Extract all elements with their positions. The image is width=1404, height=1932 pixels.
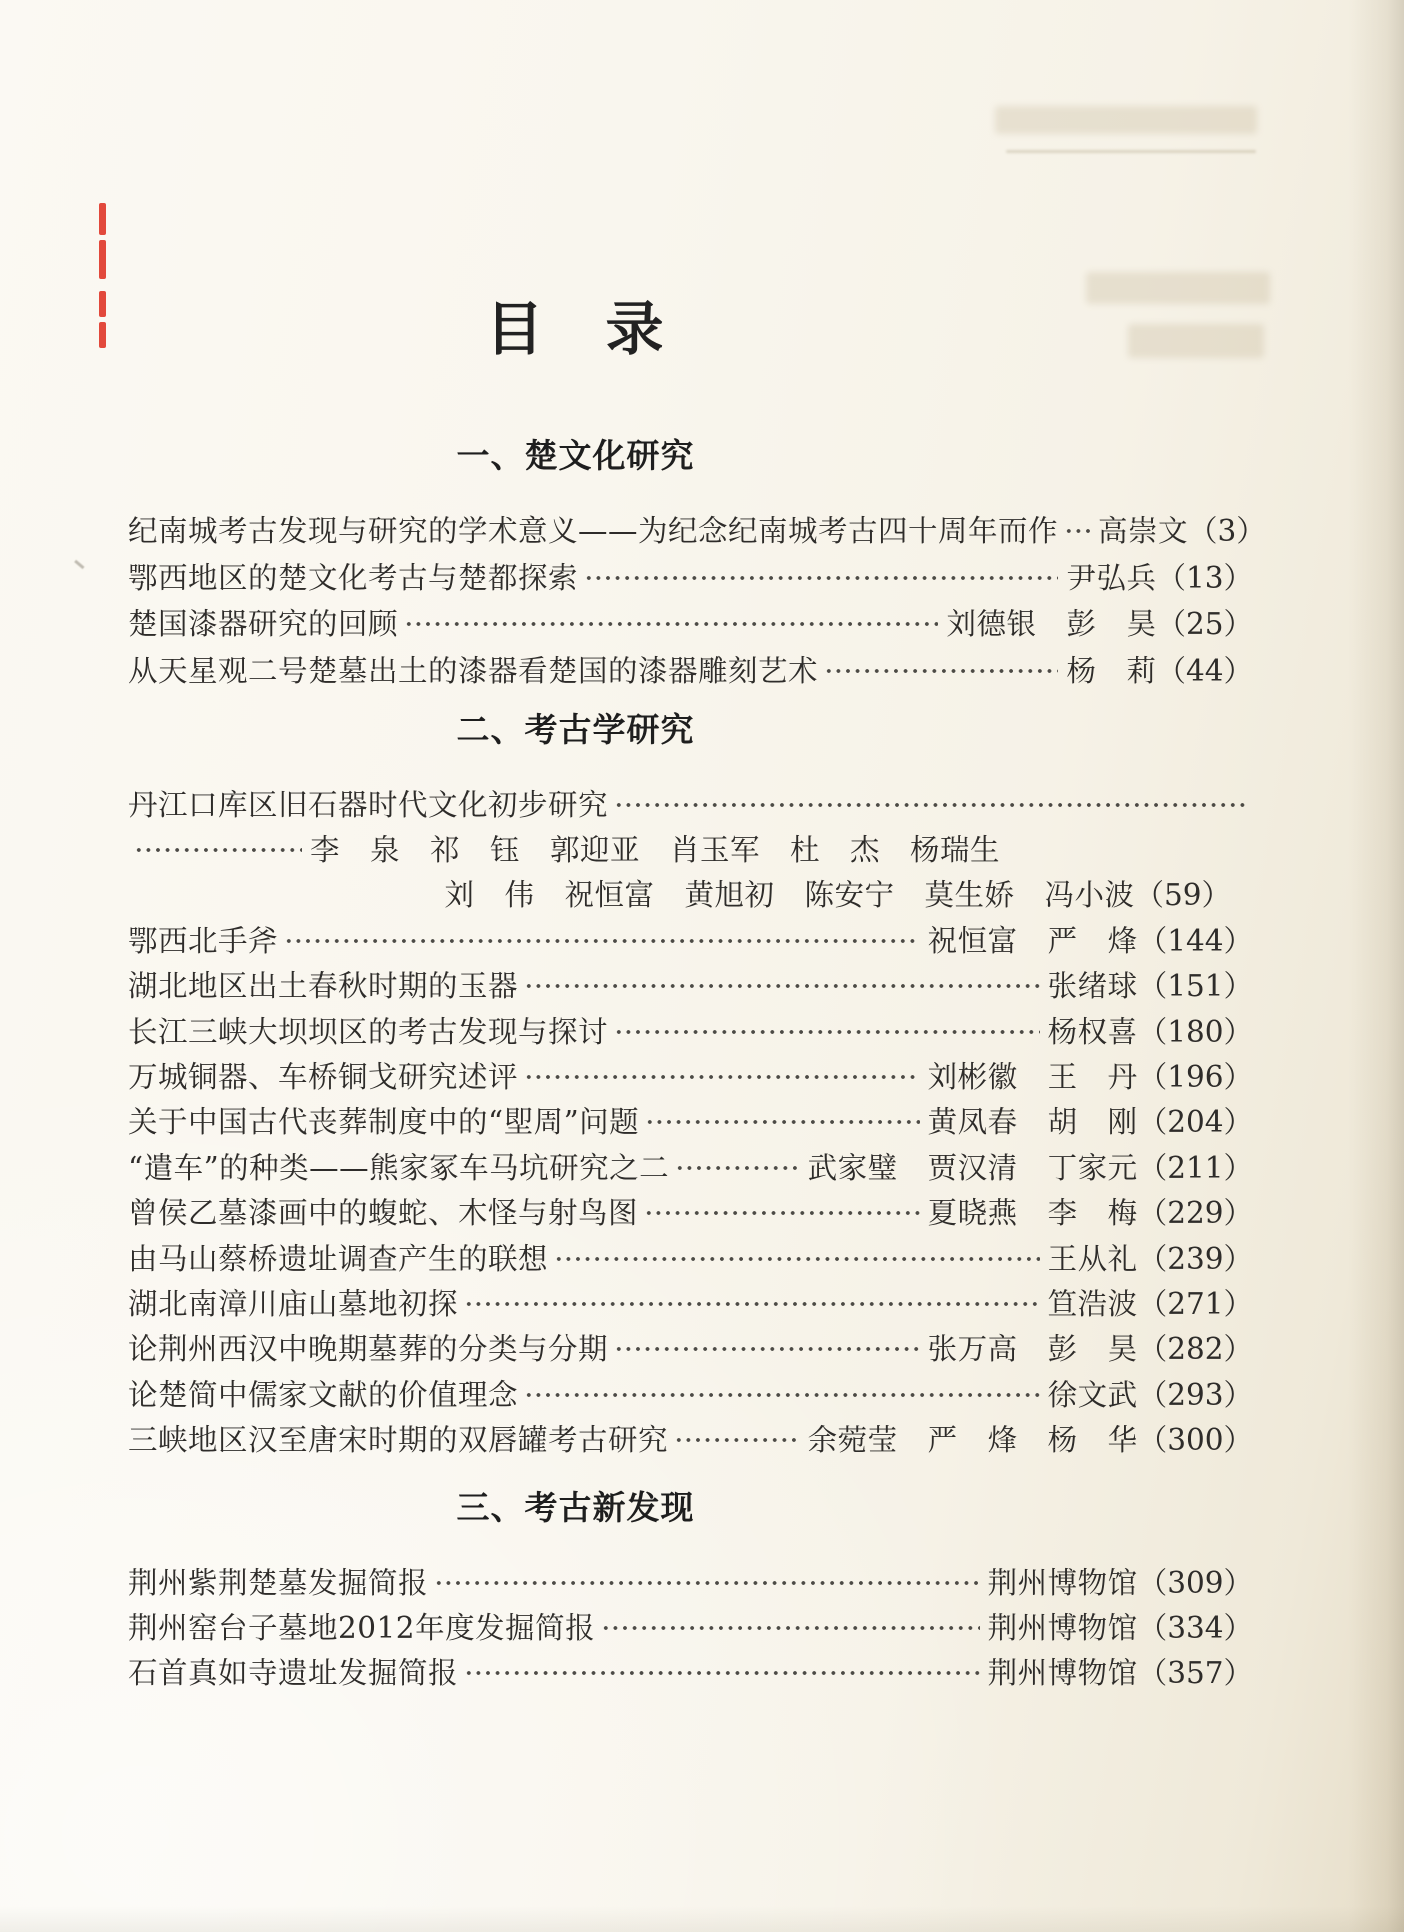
toc-entry-row (128, 916, 1253, 961)
entry-page-number: （196） (1137, 1060, 1253, 1095)
entry-page-number: （3） (1188, 514, 1266, 549)
dotted-leader (404, 609, 938, 639)
dotted-leader (614, 1017, 1040, 1047)
dotted-leader (614, 1334, 920, 1364)
entry-authors: 徐文武 (1047, 1377, 1138, 1412)
entry-authors: 武家璧 贾汉清 丁家元 (807, 1150, 1138, 1185)
toc-entry-row (128, 962, 1253, 1007)
ink-bleedthrough-smudge (995, 106, 1257, 134)
toc-entry-continuation-row (128, 825, 1253, 870)
section-heading: 三、考古新发现 (456, 1489, 695, 1526)
entry-title: 鄂西地区的楚文化考古与楚都探索 (128, 560, 579, 595)
dotted-leader (464, 1658, 980, 1688)
entry-authors: 笪浩波 (1047, 1286, 1138, 1321)
entry-page-number: （300） (1137, 1423, 1253, 1458)
entry-title: 湖北南漳川庙山墓地初探 (128, 1286, 459, 1321)
toc-entry-row (128, 1325, 1253, 1370)
dotted-leader (1064, 516, 1090, 546)
dotted-leader (824, 656, 1058, 686)
entry-page-number: （334） (1137, 1610, 1253, 1645)
entry-title: 三峡地区汉至唐宋时期的双唇罐考古研究 (128, 1423, 669, 1458)
toc-entry-row (128, 780, 1253, 825)
entry-authors: 杨 莉 (1066, 653, 1157, 688)
entry-page-number: （44） (1156, 653, 1253, 688)
entry-title: 长江三峡大坝坝区的考古发现与探讨 (128, 1014, 609, 1049)
toc-entry-row (128, 1648, 1253, 1693)
ink-bleedthrough-smudge (1128, 324, 1264, 358)
entry-authors: 杨权喜 (1047, 1014, 1138, 1049)
entry-page-number: （229） (1137, 1196, 1253, 1231)
entry-title: 楚国漆器研究的回顾 (128, 607, 399, 642)
entry-page-number: （13） (1156, 560, 1253, 595)
entry-title: 从天星观二号楚墓出土的漆器看楚国的漆器雕刻艺术 (128, 653, 819, 688)
entry-page-number: （357） (1137, 1655, 1253, 1690)
section-heading: 二、考古学研究 (456, 711, 695, 748)
entry-title: 丹江口库区旧石器时代文化初步研究 (128, 787, 609, 822)
entry-authors: 祝恒富 严 烽 (927, 923, 1138, 958)
entry-page-number: （25） (1156, 607, 1253, 642)
toc-entry-row (128, 1007, 1253, 1052)
entry-title: 由马山蔡桥遗址调查产生的联想 (128, 1241, 549, 1276)
dotted-leader (464, 1289, 1040, 1319)
entry-authors: 荆州博物馆 (987, 1565, 1138, 1600)
toc-entry-row (128, 1052, 1253, 1097)
entry-page-number: （180） (1137, 1014, 1253, 1049)
dotted-leader (614, 790, 1245, 820)
dotted-leader (524, 971, 1040, 1001)
entry-authors: 高崇文 (1098, 514, 1189, 549)
entry-authors: 刘 伟 祝恒富 黄旭初 陈安宁 莫生娇 冯小波 (444, 878, 1135, 913)
ink-bleedthrough-smudge (1086, 272, 1270, 304)
toc-entry-row (128, 646, 1253, 693)
entry-authors: 黄凤春 胡 刚 (927, 1105, 1138, 1140)
entry-authors: 荆州博物馆 (987, 1655, 1138, 1690)
entry-page-number: （293） (1137, 1377, 1253, 1412)
entry-page-number: （59） (1134, 878, 1231, 913)
toc-entry-row (128, 1098, 1253, 1143)
dotted-leader (524, 1062, 920, 1092)
toc-entry-row (128, 1189, 1253, 1234)
section-entries (128, 506, 1266, 692)
dotted-leader (675, 1153, 800, 1183)
entry-title: 鄂西北手斧 (128, 923, 279, 958)
entry-title: 万城铜器、车桥铜戈研究述评 (128, 1060, 519, 1095)
red-scan-artifact (99, 322, 106, 348)
entry-authors: 荆州博物馆 (987, 1610, 1138, 1645)
dotted-leader (674, 1425, 800, 1455)
toc-entry-row (128, 1370, 1253, 1415)
dotted-leader (644, 1198, 920, 1228)
red-scan-artifact (99, 240, 106, 279)
entry-title: “遣车”的种类——熊家冢车马坑研究之二 (128, 1150, 670, 1185)
entry-title: 荆州紫荆楚墓发掘简报 (128, 1565, 429, 1600)
toc-section (128, 710, 1253, 1461)
entry-title: 纪南城考古发现与研究的学术意义——为纪念纪南城考古四十周年而作 (128, 514, 1059, 549)
red-scan-artifact (99, 203, 106, 235)
entry-page-number: （211） (1137, 1150, 1253, 1185)
ink-bleedthrough-smudge (1006, 150, 1256, 153)
toc-entry-row (128, 1234, 1253, 1279)
toc-section (128, 1488, 1253, 1693)
entry-authors: 余菀莹 严 烽 杨 华 (807, 1423, 1138, 1458)
entry-page-number: （204） (1137, 1105, 1253, 1140)
page-bottom-shadow (0, 1906, 1404, 1932)
section-heading: 一、楚文化研究 (456, 437, 695, 474)
dotted-leader (134, 835, 302, 865)
entry-title: 关于中国古代丧葬制度中的“堲周”问题 (128, 1105, 640, 1140)
toc-entry-continuation-row (128, 871, 1253, 916)
entry-authors: 尹弘兵 (1066, 560, 1157, 595)
toc-entry-row (128, 1279, 1253, 1324)
toc-entry-row (128, 553, 1253, 600)
entry-page-number: （271） (1137, 1286, 1253, 1321)
dotted-leader (645, 1107, 920, 1137)
dotted-leader (584, 563, 1058, 593)
page-title: 目 录 (485, 295, 666, 363)
dotted-leader (554, 1244, 1040, 1274)
entry-title: 曾侯乙墓漆画中的蝮蛇、木怪与射鸟图 (128, 1196, 639, 1231)
entry-authors: 刘德银 彭 昊 (946, 607, 1157, 642)
dotted-leader (434, 1568, 980, 1598)
entry-page-number: （151） (1137, 969, 1253, 1004)
entry-page-number: （144） (1137, 923, 1253, 958)
toc-entry-row (128, 1415, 1253, 1460)
entry-title: 论荆州西汉中晚期墓葬的分类与分期 (128, 1332, 609, 1367)
entry-authors: 夏晓燕 李 梅 (927, 1196, 1138, 1231)
entry-page-number: （239） (1137, 1241, 1253, 1276)
entry-authors: 张绪球 (1047, 969, 1138, 1004)
toc-entry-row (128, 1558, 1253, 1603)
dust-speck (74, 560, 84, 569)
red-scan-artifact (99, 291, 106, 317)
toc-entry-row (128, 1143, 1253, 1188)
section-entries (128, 1558, 1253, 1693)
dotted-leader (601, 1613, 980, 1643)
toc-entry-row (128, 506, 1266, 553)
entry-page-number: （282） (1137, 1332, 1253, 1367)
entry-authors: 王从礼 (1047, 1241, 1138, 1276)
entry-authors: 李 泉 祁 钰 郭迎亚 肖玉军 杜 杰 杨瑞生 (310, 833, 1001, 868)
entry-authors: 刘彬徽 王 丹 (927, 1060, 1138, 1095)
dotted-leader (524, 1380, 1040, 1410)
toc-section (128, 436, 1266, 692)
entry-title: 湖北地区出土春秋时期的玉器 (128, 969, 519, 1004)
entry-page-number: （309） (1137, 1565, 1253, 1600)
toc-entry-row (128, 1603, 1253, 1648)
entry-title: 论楚简中儒家文献的价值理念 (128, 1377, 519, 1412)
page-edge-shadow (1348, 0, 1404, 1932)
toc-entry-row (128, 599, 1253, 646)
dotted-leader (284, 926, 920, 956)
entry-title: 荆州窑台子墓地2012年度发掘简报 (128, 1610, 596, 1645)
section-entries (128, 780, 1253, 1461)
entry-title: 石首真如寺遗址发掘简报 (128, 1655, 459, 1690)
entry-authors: 张万高 彭 昊 (927, 1332, 1138, 1367)
